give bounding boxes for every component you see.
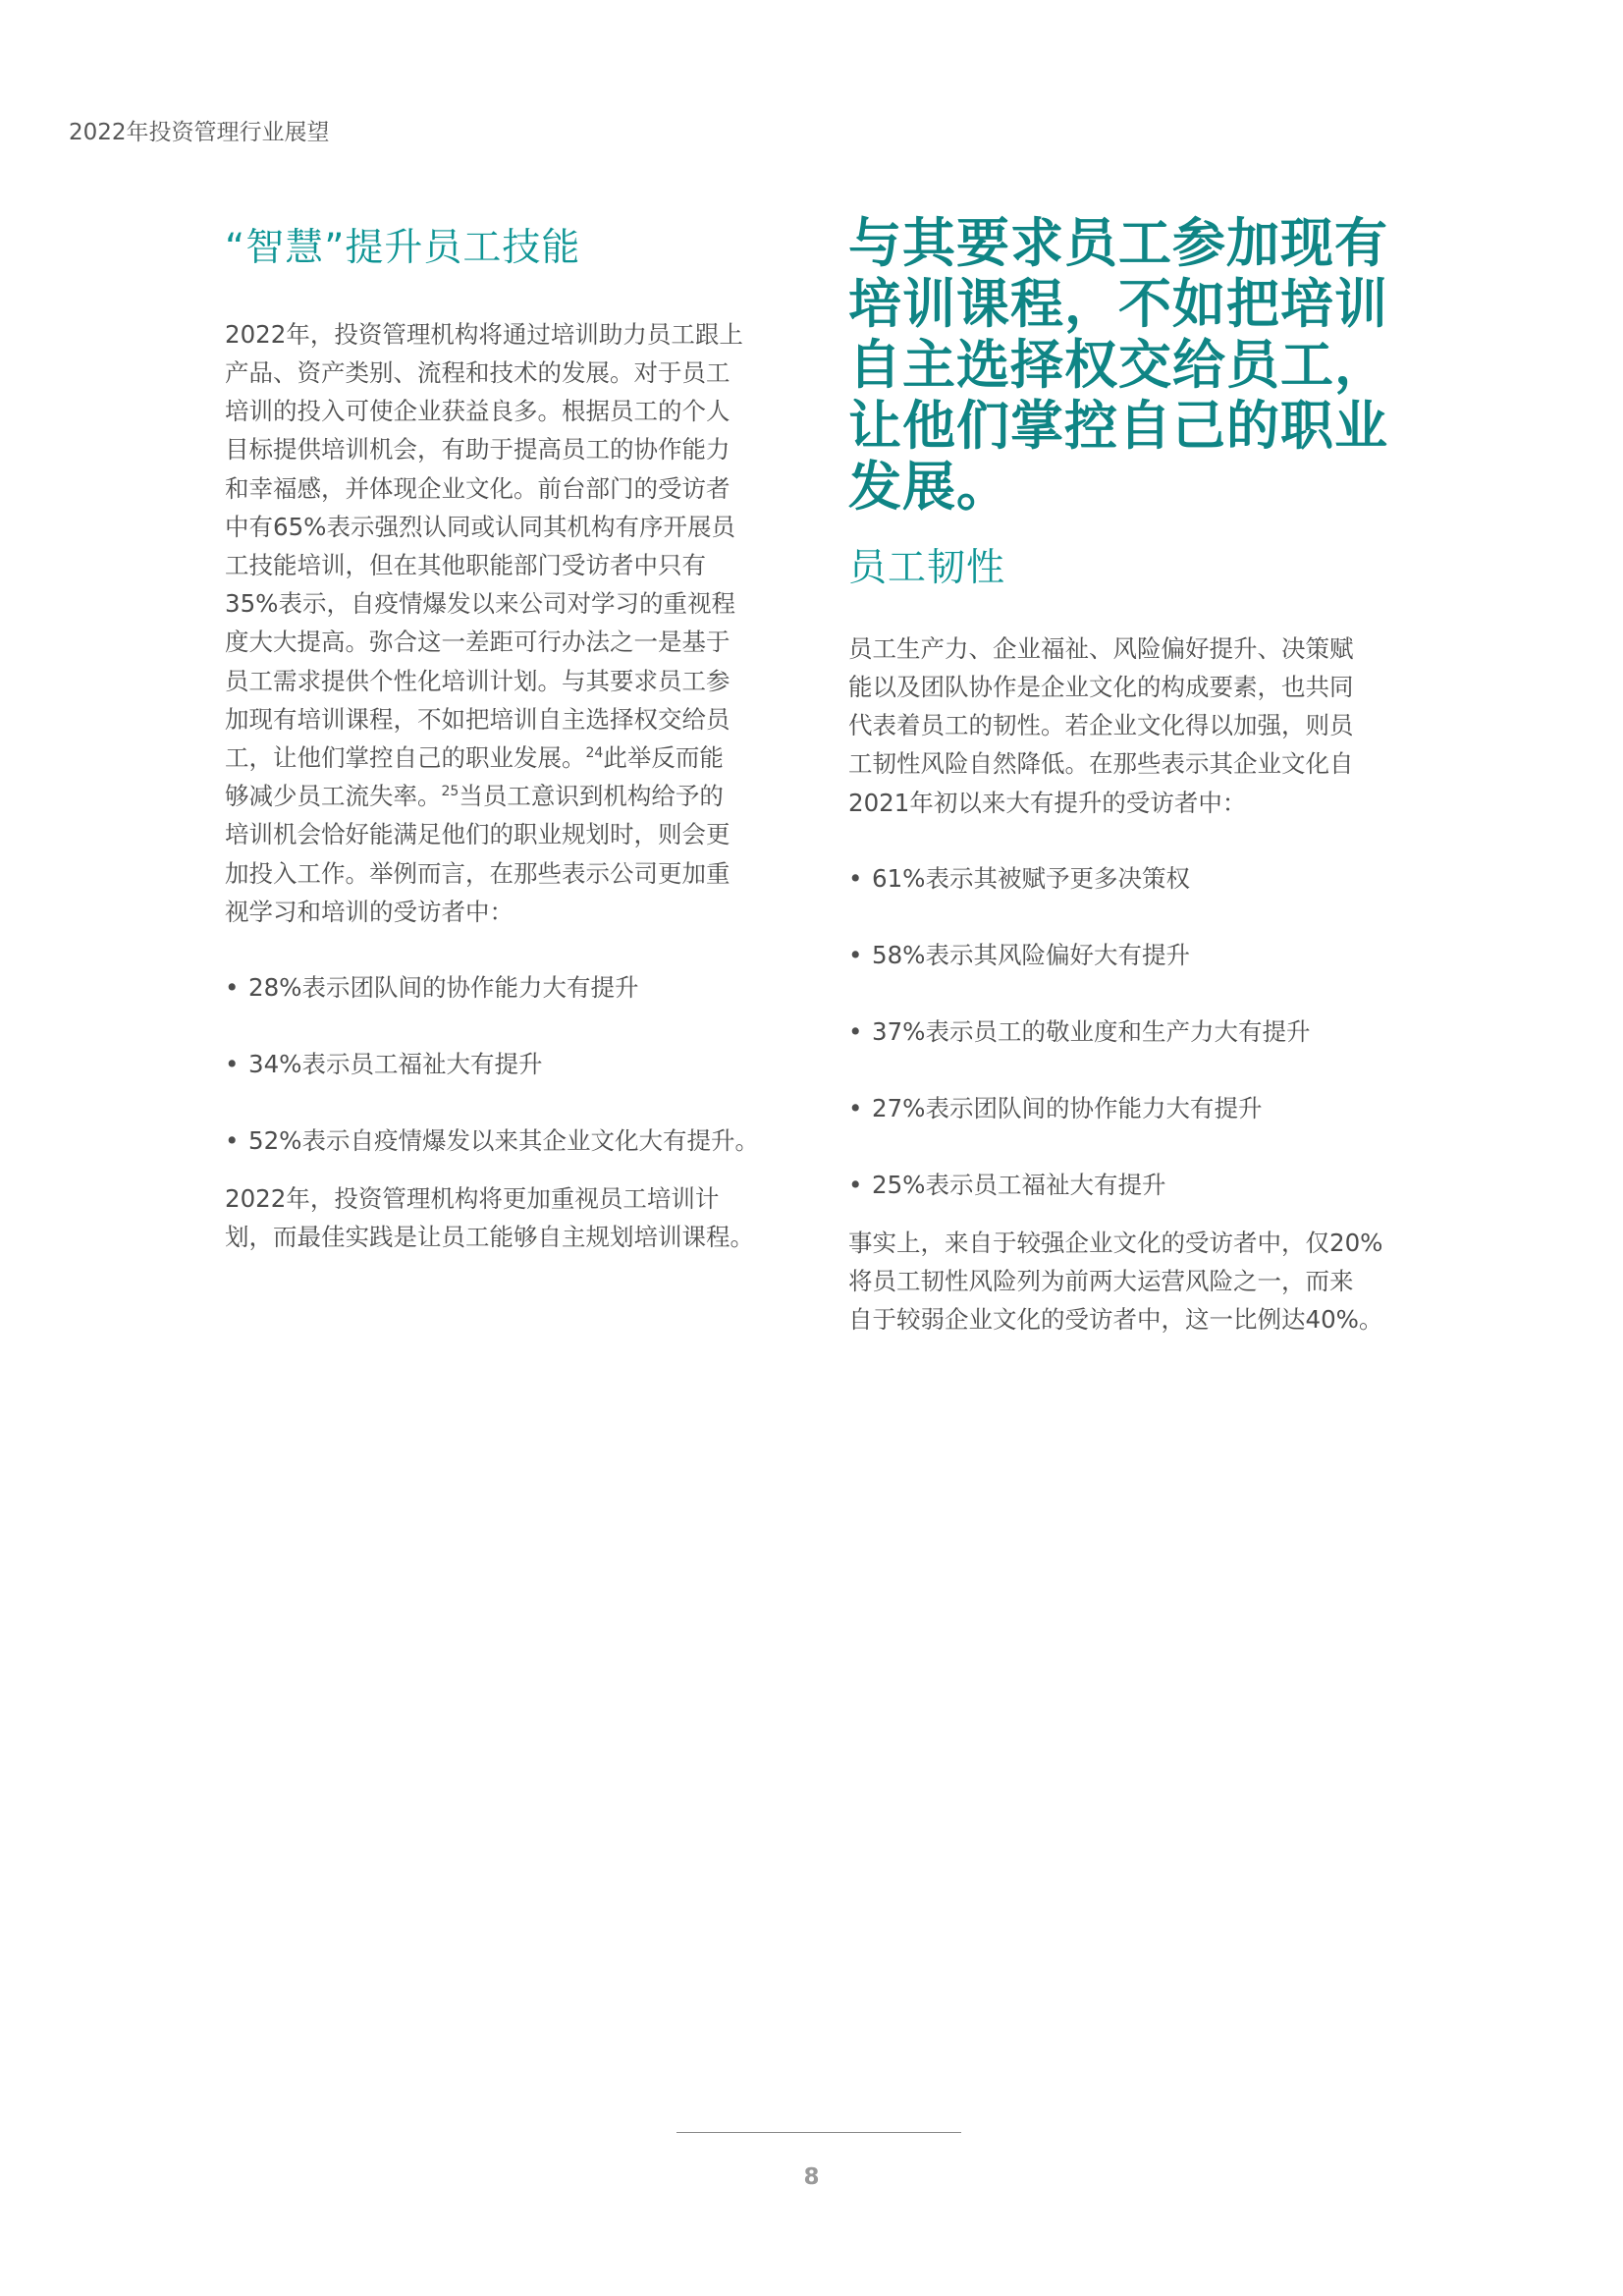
section-heading-resilience: 员工韧性 xyxy=(848,546,1006,590)
paragraph-line: 员工需求提供个性化培训计划。与其要求员工参 xyxy=(225,666,730,695)
upskilling-intro-paragraph xyxy=(225,315,781,931)
paragraph-line: 度大大提高。弥合这一差距可行办法之一是基于 xyxy=(225,628,730,657)
section-heading-upskilling: “智慧”提升员工技能 xyxy=(225,226,581,270)
bullet-dot-icon: • xyxy=(225,972,240,1002)
footnote-ref-25[interactable]: 25 xyxy=(441,783,460,799)
running-header: 2022年投资管理行业展望 xyxy=(69,120,330,145)
paragraph-line: 事实上，来自于较强企业文化的受访者中，仅20% xyxy=(848,1228,1383,1257)
footnote-ref-24[interactable]: 24 xyxy=(585,744,604,761)
resilience-intro-paragraph xyxy=(848,629,1418,822)
bullet-text: 37%表示员工的敬业度和生产力大有提升 xyxy=(872,1016,1311,1046)
pull-quote-line: 自主选择权交给员工， xyxy=(848,334,1388,396)
paragraph-line: 代表着员工的韧性。若企业文化得以加强，则员 xyxy=(848,711,1354,740)
bullet-text: 28%表示团队间的协作能力大有提升 xyxy=(248,972,639,1002)
list-item xyxy=(848,936,1418,974)
list-item xyxy=(848,1166,1418,1204)
paragraph-line: 加投入工作。举例而言，在那些表示公司更加重 xyxy=(225,858,730,888)
paragraph-line: 能以及团队协作是企业文化的构成要素，也共同 xyxy=(848,672,1354,701)
paragraph-line: 划，而最佳实践是让员工能够自主规划培训课程。 xyxy=(225,1223,754,1252)
paragraph-line: 目标提供培训机会，有助于提高员工的协作能力 xyxy=(225,435,730,465)
resilience-bullet-list xyxy=(848,859,1418,1204)
bullet-dot-icon: • xyxy=(848,1093,863,1122)
paragraph-line xyxy=(225,738,781,777)
pull-quote-line: 发展。 xyxy=(848,456,1010,518)
bullet-text: 27%表示团队间的协作能力大有提升 xyxy=(872,1093,1263,1122)
paragraph-line: 自于较弱企业文化的受访者中，这一比例达40%。 xyxy=(848,1305,1383,1335)
list-item xyxy=(848,1089,1418,1127)
paragraph-line: 培训机会恰好能满足他们的职业规划时，则会更 xyxy=(225,820,730,849)
pull-quote xyxy=(848,213,1418,518)
paragraph-line xyxy=(225,777,781,815)
upskilling-bullet-list xyxy=(225,968,781,1160)
bullet-text: 52%表示自疫情爆发以来其企业文化大有提升。 xyxy=(248,1125,759,1155)
bullet-dot-icon: • xyxy=(225,1049,240,1078)
list-item xyxy=(848,859,1418,898)
bullet-dot-icon: • xyxy=(225,1125,240,1155)
list-item xyxy=(225,1121,781,1160)
footer-divider xyxy=(676,2132,961,2133)
right-column xyxy=(848,212,1418,1339)
line-text: 当员工意识到机构给予的 xyxy=(459,782,724,811)
page-number: 8 xyxy=(803,2164,820,2190)
bullet-text: 25%表示员工福祉大有提升 xyxy=(872,1170,1166,1199)
paragraph-line: 2022年，投资管理机构将更加重视员工培训计 xyxy=(225,1183,720,1213)
paragraph-line: 2022年，投资管理机构将通过培训助力员工跟上 xyxy=(225,319,743,349)
pull-quote-line: 培训课程，不如把培训 xyxy=(848,273,1388,335)
paragraph-line: 将员工韧性风险列为前两大运营风险之一，而来 xyxy=(848,1266,1354,1295)
bullet-text: 34%表示员工福祉大有提升 xyxy=(248,1049,543,1078)
resilience-closing-paragraph xyxy=(848,1224,1418,1339)
pull-quote-line: 让他们掌控自己的职业 xyxy=(848,395,1388,457)
paragraph-line: 工韧性风险自然降低。在那些表示其企业文化自 xyxy=(848,749,1354,779)
list-item xyxy=(225,968,781,1007)
paragraph-line: 产品、资产类别、流程和技术的发展。对于员工 xyxy=(225,357,730,387)
line-text: 工，让他们掌控自己的职业发展。 xyxy=(225,742,586,772)
paragraph-line: 工技能培训，但在其他职能部门受访者中只有 xyxy=(225,550,706,579)
list-item xyxy=(225,1045,781,1083)
bullet-text: 61%表示其被赋予更多决策权 xyxy=(872,863,1190,893)
bullet-dot-icon: • xyxy=(848,940,863,969)
paragraph-line: 视学习和培训的受访者中： xyxy=(225,897,514,926)
line-text: 此举反而能 xyxy=(603,742,724,772)
paragraph-line: 35%表示，自疫情爆发以来公司对学习的重视程 xyxy=(225,589,735,619)
paragraph-line: 员工生产力、企业福祉、风险偏好提升、决策赋 xyxy=(848,633,1354,663)
paragraph-line: 2021年初以来大有提升的受访者中： xyxy=(848,788,1247,817)
line-text: 够减少员工流失率。 xyxy=(225,782,442,811)
paragraph-line: 加现有培训课程，不如把培训自主选择权交给员 xyxy=(225,704,730,734)
bullet-dot-icon: • xyxy=(848,1170,863,1199)
bullet-dot-icon: • xyxy=(848,863,863,893)
upskilling-closing-paragraph xyxy=(225,1179,781,1256)
paragraph-line: 中有65%表示强烈认同或认同其机构有序开展员 xyxy=(225,512,735,541)
list-item xyxy=(848,1012,1418,1051)
paragraph-line: 和幸福感，并体现企业文化。前台部门的受访者 xyxy=(225,473,730,503)
bullet-dot-icon: • xyxy=(848,1016,863,1046)
pull-quote-line: 与其要求员工参加现有 xyxy=(848,212,1388,274)
paragraph-line: 培训的投入可使企业获益良多。根据员工的个人 xyxy=(225,397,730,426)
left-column xyxy=(225,221,781,1256)
bullet-text: 58%表示其风险偏好大有提升 xyxy=(872,940,1190,969)
